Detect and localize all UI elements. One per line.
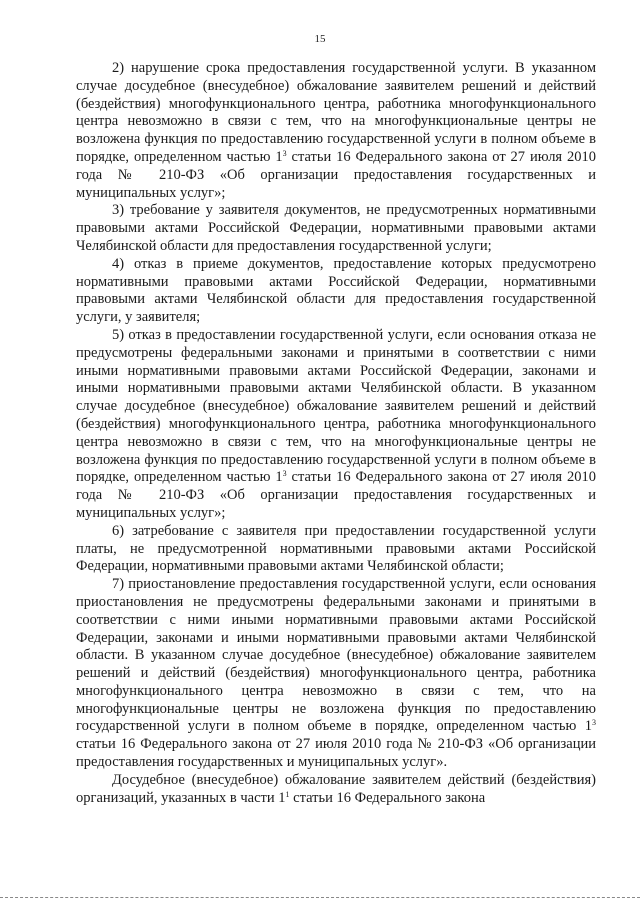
paragraph-item-4 [76, 256, 596, 327]
text-run: статьи 16 Федерального закона [289, 789, 486, 806]
paragraph-item-7 [76, 576, 596, 772]
text-run: статьи 16 Федерального закона от 27 июля 2010 года № 210-ФЗ «Об организации предоставления государственных и муниципальных услуг». [76, 736, 596, 771]
scan-edge-line [0, 897, 640, 898]
paragraph-item-3 [76, 202, 596, 255]
text-run: статьи 16 Федерального закона от 27 июля 2010 года № 210-ФЗ «Об организации предоставления государственных и муниципальных услуг»; [76, 469, 596, 521]
text-run: 5) отказ в предоставлении государственной услуги, если основания отказа не предусмотрены федеральными законами и принятыми в соответствии с ними иными нормативными правовыми актами Российской Федерации, законами и иными нормативными правовыми актами Челябинской области. В указанном случае досудебное (внесудебное) обжалование заявителем решений и действий (бездействия) многофункционального центра, работника многофункционального центра невозможно в связи с тем, что на многофункциональные центры не возложена функция по предоставлению государственной услуги в полном объеме в порядке, определенном частью 1 [76, 326, 596, 486]
page-number: 15 [314, 33, 326, 45]
text-run: 3) требование у заявителя документов, не предусмотренных нормативными правовыми актами Российской Федерации, нормативными правовыми актами Челябинской области для предоставления государственной услуги; [76, 202, 596, 254]
paragraph-closing [76, 772, 596, 808]
paragraph-item-6 [76, 523, 596, 576]
text-run: статьи 16 Федерального закона от 27 июля 2010 года № 210-ФЗ «Об организации предоставления государственных и муниципальных услуг»; [76, 148, 596, 201]
text-run: 4) отказ в приеме документов, предоставление которых предусмотрено нормативными правовыми актами Российской Федерации, нормативными правовыми актами Челябинской области для предоставления государственной услуги, у заявителя; [76, 255, 596, 326]
superscript: 3 [592, 718, 596, 728]
superscript: 1 [285, 789, 290, 799]
text-run: 2) нарушение срока предоставления государственной услуги. В указанном случае досудебное (внесудебное) обжалование заявителем решений и действий (бездействия) многофункционального центра, работника многофункционального центра невозможно в связи с тем, что на многофункциональные центры не возложена функция по предоставлению государственной услуги в полном объеме в порядке, определенном частью 1 [76, 60, 596, 165]
superscript: 3 [282, 148, 287, 158]
text-run: 7) приостановление предоставления государственной услуги, если основания приостановления не предусмотрены федеральными законами и принятыми в соответствии с ними иными нормативными правовыми актами Российской Федерации, законами и иными нормативными правовыми актами Челябинской области. В указанном случае досудебное (внесудебное) обжалование заявителем решений и действий (бездействия) многофункционального центра, работника многофункционального центра невозможно в связи с тем, что на многофункциональные центры не возложена функция по предоставлению государственной услуги в полном объеме в порядке, определенном частью 1 [76, 576, 596, 735]
text-run: 6) затребование с заявителя при предоставлении государственной услуги платы, не предусмотренной нормативными правовыми актами Российской Федерации, нормативными правовыми актами Челябинской области; [76, 522, 596, 575]
paragraph-item-5 [76, 327, 596, 523]
superscript: 3 [282, 469, 287, 479]
text-run: Досудебное (внесудебное) обжалование заявителем действий (бездействия) организаций, указанных в части 1 [76, 771, 596, 806]
paragraph-item-2 [76, 60, 596, 202]
document-body [76, 60, 596, 807]
